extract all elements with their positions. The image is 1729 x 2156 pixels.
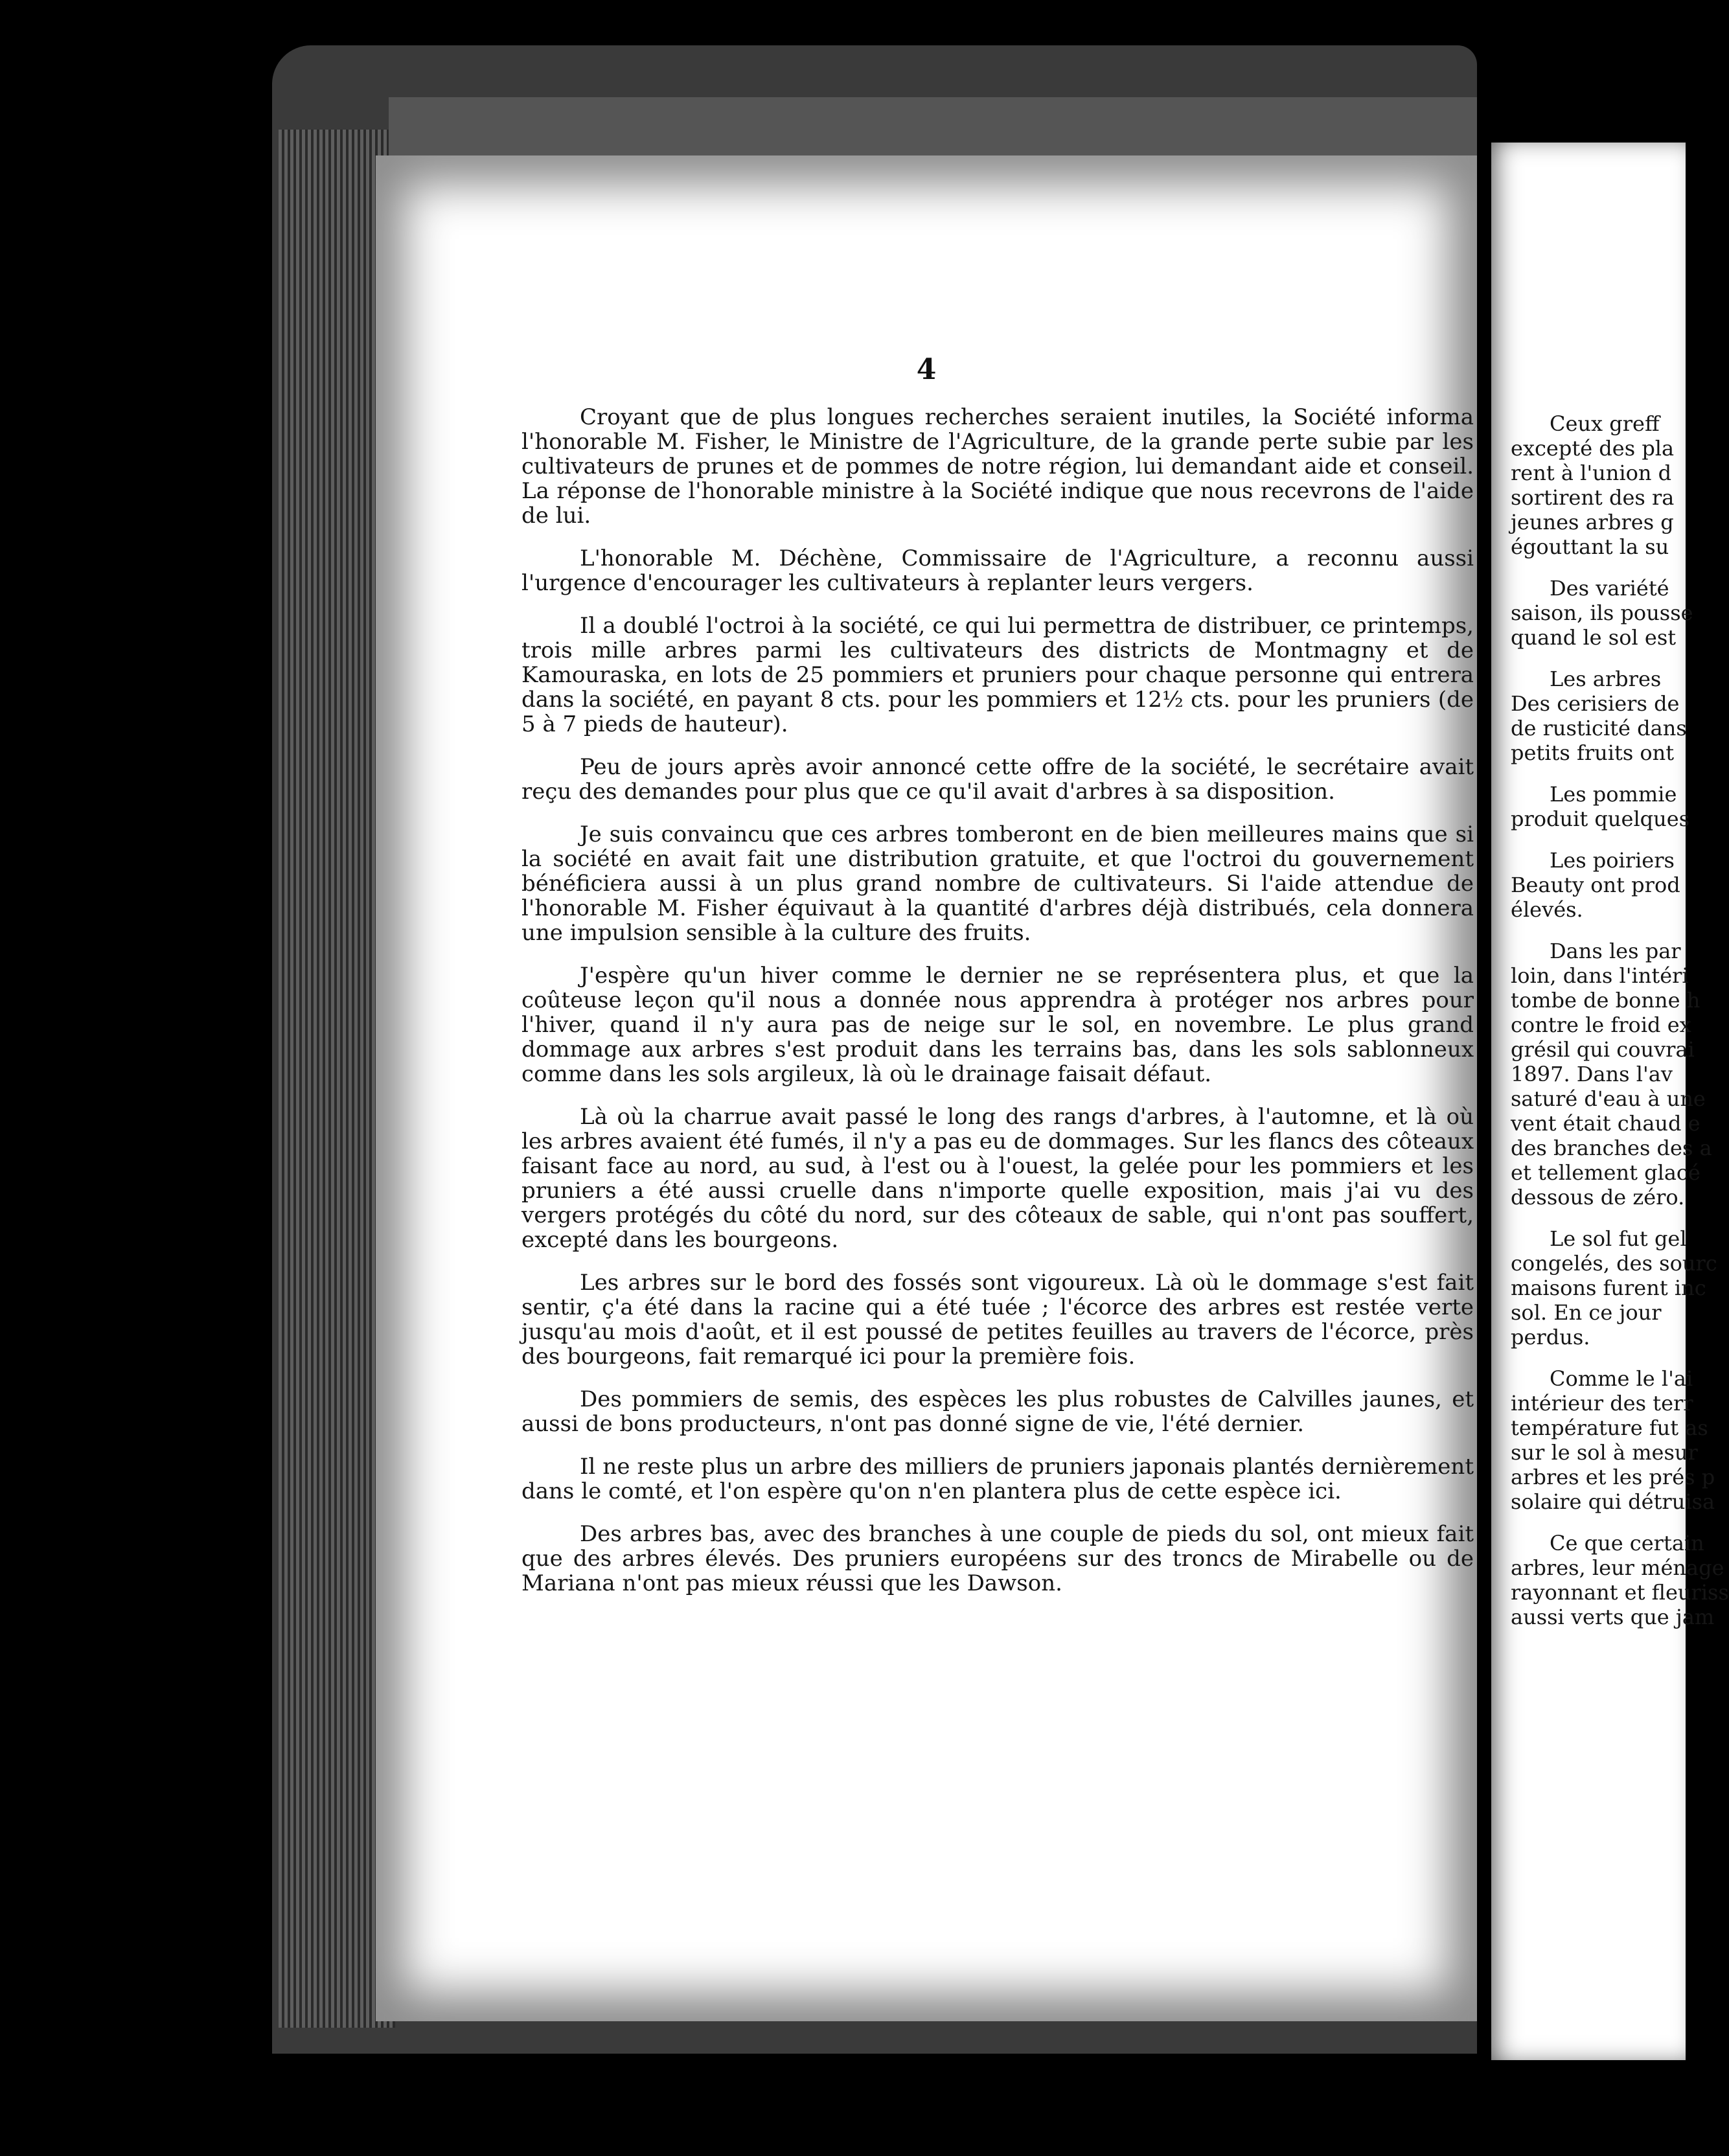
right-page-line: Beauty ont prod <box>1511 873 1680 897</box>
right-page-line: tombe de bonne h <box>1511 988 1700 1013</box>
right-page-line: grésil qui couvrai <box>1511 1037 1695 1062</box>
right-page-line: rent à l'union d <box>1511 461 1672 485</box>
right-page-line: égouttant la su <box>1511 534 1669 559</box>
right-page-line: contre le froid ex <box>1511 1013 1691 1037</box>
right-page-line: sortirent des ra <box>1511 485 1675 510</box>
right-page-paragraph <box>1511 576 1729 650</box>
right-page-line: solaire qui détruisa <box>1511 1489 1715 1514</box>
right-page-line: arbres, leur ménage <box>1511 1555 1724 1580</box>
right-page-line: saison, ils pousse <box>1511 601 1693 625</box>
right-page-line: loin, dans l'intéri <box>1511 963 1689 988</box>
paragraph: L'honorable M. Déchène, Commissaire de l'Agriculture, a reconnu aussi l'urgence d'encourager les cultivateurs à replanter leurs vergers. <box>521 545 1474 596</box>
right-page-line: Les pommie <box>1550 782 1677 807</box>
right-page-line: Les poiriers <box>1550 848 1675 873</box>
right-page-line: produit quelques <box>1511 807 1690 831</box>
right-page-paragraph <box>1511 411 1729 559</box>
right-page-line: rayonnant et fleuriss <box>1511 1580 1729 1605</box>
paragraph: Là où la charrue avait passé le long des rangs d'arbres, à l'automne, et là où les arbres avaient été fumés, il n'y a pas eu de dommages. Sur les flancs des côteaux faisant face au nord, au sud, à l'est ou à l'ouest, la gelée pour les pommiers et les pruniers a été aussi cruelle dans n'importe quelle exposition, mais j'ai vu des vergers protégés du côté du nord, sur des côteaux de sable, qui n'ont pas souffert, excepté dans les bourgeons. <box>521 1104 1474 1253</box>
right-page-paragraph <box>1511 1531 1729 1629</box>
paragraph: Des arbres bas, avec des branches à une couple de pieds du sol, ont mieux fait que des arbres élevés. Des pruniers européens sur des troncs de Mirabelle ou de Mariana n'ont pas mieux réussi que les Dawson. <box>521 1521 1474 1596</box>
right-page-line: 1897. Dans l'av <box>1511 1062 1673 1086</box>
right-page-line: maisons furent inc <box>1511 1276 1706 1300</box>
right-page-line: perdus. <box>1511 1325 1590 1349</box>
right-page-line: quand le sol est <box>1511 625 1677 650</box>
right-page-line: congelés, des sourc <box>1511 1251 1717 1276</box>
right-page-line: et tellement glacé <box>1511 1160 1700 1185</box>
left-page <box>376 155 1477 2021</box>
right-page-line: jeunes arbres g <box>1511 510 1674 534</box>
paragraph: Il ne reste plus un arbre des milliers de pruniers japonais plantés dernièrement dans le comté, et l'on espère qu'on n'en plantera plus de cette espèce ici. <box>521 1454 1474 1504</box>
right-page-line: Ceux greff <box>1550 411 1660 436</box>
right-page-line: Comme le l'ai <box>1550 1366 1693 1391</box>
right-page-line: Dans les par <box>1550 939 1681 963</box>
paragraph: Il a doublé l'octroi à la société, ce qui lui permettra de distribuer, ce printemps, trois mille arbres parmi les cultivateurs des districts de Montmagny et de Kamouraska, en lots de 25 pommiers et pruniers pour chaque personne qui entrera dans la société, en payant 8 cts. pour les pommiers et 12½ cts. pour les pruniers (de 5 à 7 pieds de hauteur). <box>521 613 1474 737</box>
right-page-paragraph <box>1511 939 1729 1210</box>
paragraph: Croyant que de plus longues recherches seraient inutiles, la Société informa l'honorable M. Fisher, le Ministre de l'Agriculture, de la grande perte subie par les cultivateurs de prunes et de pommes de notre région, lui demandant aide et conseil. La réponse de l'honorable ministre à la Société indique que nous recevrons de l'aide de lui. <box>521 404 1474 529</box>
paragraph: J'espère qu'un hiver comme le dernier ne se représentera plus, et que la coûteuse leçon qu'il nous a donnée nous apprendra à protéger nos arbres pour l'hiver, quand il n'y aura pas de neige sur le sol, en novembre. Le plus grand dommage aux arbres s'est produit dans les terrains bas, dans les sols sablonneux comme dans les sols argileux, là où le drainage faisait défaut. <box>521 963 1474 1087</box>
right-page-line: arbres et les prés p <box>1511 1465 1715 1489</box>
right-page-paragraph <box>1511 782 1729 831</box>
right-page-paragraph <box>1511 667 1729 765</box>
right-page-line: intérieur des terr <box>1511 1391 1693 1416</box>
right-page-line: de rusticité dans <box>1511 716 1687 740</box>
right-page-line: vent était chaud e <box>1511 1111 1700 1136</box>
paragraph: Peu de jours après avoir annoncé cette offre de la société, le secrétaire avait reçu des demandes pour plus que ce qu'il avait d'arbres à sa disposition. <box>521 754 1474 805</box>
page-number: 4 <box>916 353 937 386</box>
right-page-line: petits fruits ont <box>1511 740 1675 765</box>
right-page-line: dessous de zéro. <box>1511 1185 1685 1210</box>
right-page-line: température fut as <box>1511 1416 1708 1440</box>
right-page-line: saturé d'eau à une <box>1511 1086 1706 1111</box>
paragraph: Des pommiers de semis, des espèces les plus robustes de Calvilles jaunes, et aussi de bons producteurs, n'ont pas donné signe de vie, l'été dernier. <box>521 1386 1474 1437</box>
page-body <box>521 405 1474 1614</box>
right-page-line: des branches des a <box>1511 1136 1712 1160</box>
right-page-line: aussi verts que jam <box>1511 1605 1715 1629</box>
right-page-fragment <box>1491 143 1729 2060</box>
right-page-line: sol. En ce jour <box>1511 1300 1662 1325</box>
back-page-top-strip <box>389 97 1477 155</box>
right-page-line: Le sol fut gel <box>1550 1226 1687 1251</box>
right-page-paragraph <box>1511 1226 1729 1349</box>
right-page-paragraph <box>1511 848 1729 922</box>
right-page-line: Des variété <box>1550 576 1669 601</box>
paragraph: Les arbres sur le bord des fossés sont vigoureux. Là où le dommage s'est fait sentir, ç'a été dans la racine qui a été tuée ; l'écorce des arbres est restée verte jusqu'au mois d'août, et il est poussé de petites feuilles au travers de l'écorce, près des bourgeons, fait remarqué ici pour la première fois. <box>521 1270 1474 1370</box>
right-page-line: Des cerisiers de <box>1511 691 1680 716</box>
right-page-line: excepté des pla <box>1511 436 1675 461</box>
right-page-line: Les arbres <box>1550 667 1662 691</box>
book-gutter <box>1477 91 1491 2054</box>
paragraph: Je suis convaincu que ces arbres tomberont en de bien meilleures mains que si la société en avait fait une distribution gratuite, et que l'octroi du gouvernement bénéficiera aussi à un plus grand nombre de cultivateurs. Si l'aide attendue de l'honorable M. Fisher équivaut à la quantité d'arbres déjà distribués, cela donnera une impulsion sensible à la culture des fruits. <box>521 821 1474 946</box>
right-page-text <box>1511 411 1729 1646</box>
right-page-line: élevés. <box>1511 897 1583 922</box>
right-page-paragraph <box>1511 1366 1729 1514</box>
right-page-line: sur le sol à mesur <box>1511 1440 1698 1465</box>
right-page-line: Ce que certain <box>1550 1531 1704 1555</box>
